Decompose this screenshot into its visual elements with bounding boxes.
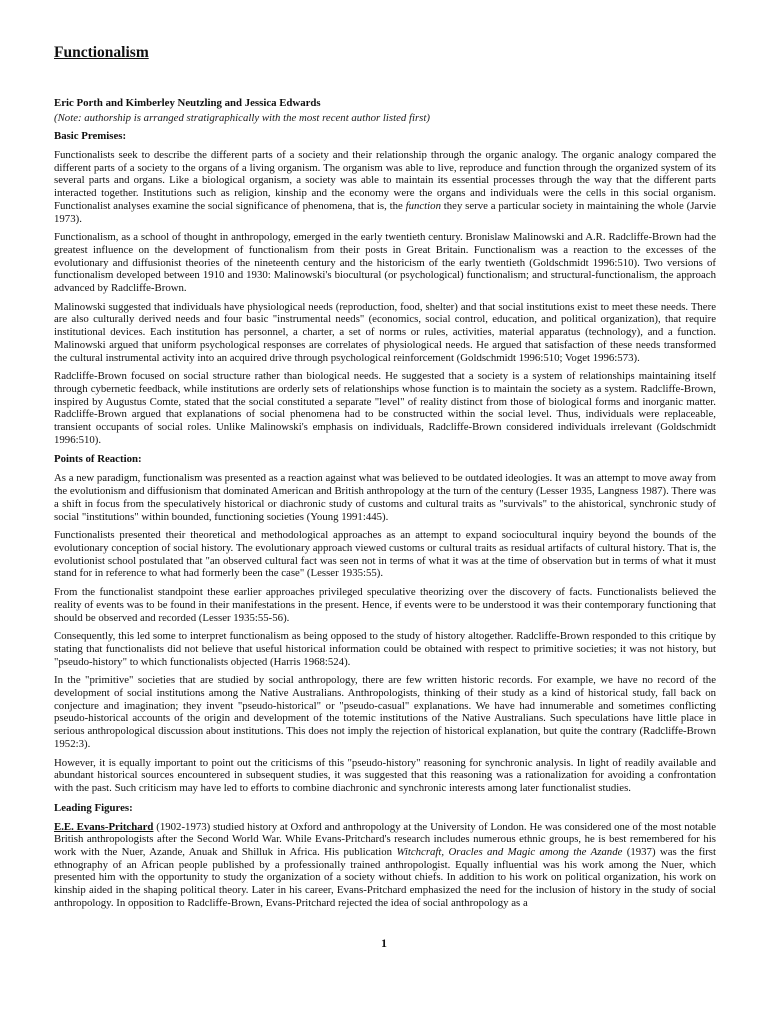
paragraph: Functionalists seek to describe the different parts of a society and their relationship through the organic analogy. The organic analogy compared the different parts of a society to the organs of a living organism. The organism was able to live, reproduce and function through the organized system of its several parts and organs. Like a biological organism, a society was able to maintain its essential processes through the way that the different parts interacted together. Institutions such as religion, kinship and the economy were the organs and individuals were the cells in this social organism. Functionalist analyses examine the social significance of phenomena, that is, the function they serve a particular society in maintaining the whole (Jarvie 1973).	[54, 149, 716, 225]
paragraph: As a new paradigm, functionalism was presented as a reaction against what was believed to be outdated ideologies. It was an attempt to move away from the evolutionism and diffusionism that dominated American and British anthropology at the turn of the century (Lesser 1935, Langness 1987). There was a shift in focus from the speculatively historical or diachronic study of customs and cultural traits as "survivals" to the ahistorical, synchronic study of social "institutions" within bounded, functioning societies (Young 1991:445).	[54, 472, 716, 523]
paragraph: From the functionalist standpoint these earlier approaches privileged speculative theorizing over the discovery of facts. Functionalists believed the reality of events was to be found in their manifestations in the present. Hence, if events were to be understood it was their contemporary functioning that should be observed and recorded (Lesser 1935:55-56).	[54, 586, 716, 624]
document-title: Functionalism	[54, 44, 149, 61]
paragraph: Radcliffe-Brown focused on social structure rather than biological needs. He suggested that a society is a system of relationships maintaining itself through cybernetic feedback, while institutions are orderly sets of relationships whose function is to maintain the society as a system. Radcliffe-Brown, inspired by Augustus Comte, stated that the social constituted a separate "level" of reality distinct from those of biological forms and inorganic matter. Radcliffe-Brown argued that explanations of social phenomena had to be constructed within the social level. Thus, individuals were replaceable, transient occupants of social roles. Unlike Malinowski's emphasis on individuals, Radcliffe-Brown considered individuals irrelevant (Goldschmidt 1996:510).	[54, 370, 716, 446]
authorship-note: (Note: authorship is arranged stratigraphically with the most recent author listed first)	[54, 112, 430, 124]
paragraph: Consequently, this led some to interpret functionalism as being opposed to the study of history altogether. Radcliffe-Brown responded to this critique by stating that functionalists did not believe that useful historical information could be obtained with respect to primitive societies; it was not history, but "pseudo-history" to which functionalists objected (Harris 1968:524).	[54, 630, 716, 668]
paragraph: E.E. Evans-Pritchard (1902-1973) studied history at Oxford and anthropology at the University of London. He was considered one of the most notable British anthropologists after the Second World War. While Evans-Pritchard's research includes numerous ethnic groups, he is best remembered for his work with the Nuer, Azande, Anuak and Shilluk in Africa. His publication Witchcraft, Oracles and Magic among the Azande (1937) was the first ethnography of an African people published by a professionally trained anthropologist. Equally influential was his work among the Nuer, which presented him with the opportunity to study the organization of a society without chiefs. In addition to his work on political organization, his work on kinship aided in the shaping political theory. Later in his career, Evans-Pritchard emphasized the need for the inclusion of history in the study of social anthropology. In opposition to Radcliffe-Brown, Evans-Pritchard rejected the idea of social anthropology as a	[54, 820, 716, 909]
paragraph: However, it is equally important to point out the criticisms of this "pseudo-history" reasoning for synchronic analysis. In light of readily available and abundant historical sources encountered in subsequent studies, it was suggested that this reasoning was a rationalization for avoiding a confrontation with the past. Such criticism may have led to efforts to combine diachronic and synchronic interests among later functionalist studies.	[54, 756, 716, 794]
document-body	[54, 43, 716, 916]
emphasis-text: function	[405, 199, 441, 212]
book-title: Witchcraft, Oracles and Magic among the Azande	[396, 846, 623, 859]
section-heading-basic-premises: Basic Premises:	[54, 130, 127, 142]
paragraph: In the "primitive" societies that are studied by social anthropology, there are few written historic records. For example, we have no record of the development of social institutions among the Native Australians. Anthropologists, thinking of their study as a kind of historical study, fall back on conjecture and imagination; they invent "pseudo-historical" or "pseudo-casual" explanations. We have had innumerable and sometimes conflicting pseudo-historical accounts of the origin and development of the totemic institutions of the Native Australians. Such speculations have little place in serious anthropological discussion about institutions. This does not imply the rejection of historical explanation, but quite the contrary (Radcliffe-Brown 1952:3).	[54, 674, 716, 750]
section-heading-points-of-reaction: Points of Reaction:	[54, 453, 142, 466]
section-heading-leading-figures: Leading Figures:	[54, 801, 133, 814]
paragraph: Functionalism, as a school of thought in anthropology, emerged in the early twentieth century. Bronislaw Malinowski and A.R. Radcliffe-Brown had the greatest influence on the development of functionalism from their posts in Great Britain. Functionalism was a reaction to the excesses of the evolutionary and diffusionist theories of the nineteenth century and the historicism of the early twentieth (Goldschmidt 1996:510). Two versions of functionalism developed between 1910 and 1930: Malinowski's biocultural (or psychological) functionalism; and structural-functionalism, the approach advanced by Radcliffe-Brown.	[54, 231, 716, 295]
evans-pritchard-link[interactable]: E.E. Evans-Pritchard	[54, 820, 154, 833]
paragraph: Functionalists presented their theoretical and methodological approaches as an attempt to expand sociocultural inquiry beyond the bounds of the evolutionary conception of social history. The evolutionary approach viewed customs or cultural traits as residual artifacts of cultural history. That is, the evolutionist school postulated that "an observed cultural fact was seen not in terms of what it was at the time of observation but in terms of what it must stand for in reference to what had formerly been the case" (Lesser 1935:55).	[54, 529, 716, 580]
paragraph: Malinowski suggested that individuals have physiological needs (reproduction, food, shelter) and that social institutions exist to meet these needs. There are also culturally derived needs and four basic "instrumental needs" (economics, social control, education, and political organization), that require institutional devices. Each institution has personnel, a charter, a set of norms or rules, activities, material apparatus (technology), and a function. Malinowski argued that uniform psychological responses are correlates of physiological needs. He argued that satisfaction of these needs transformed the cultural instrumental activity into an acquired drive through psychological reinforcement (Goldschmidt 1996:510; Voget 1996:573).	[54, 300, 716, 364]
page-number: 1	[381, 936, 387, 950]
authors-line: Eric Porth and Kimberley Neutzling and Jessica Edwards	[54, 97, 321, 109]
